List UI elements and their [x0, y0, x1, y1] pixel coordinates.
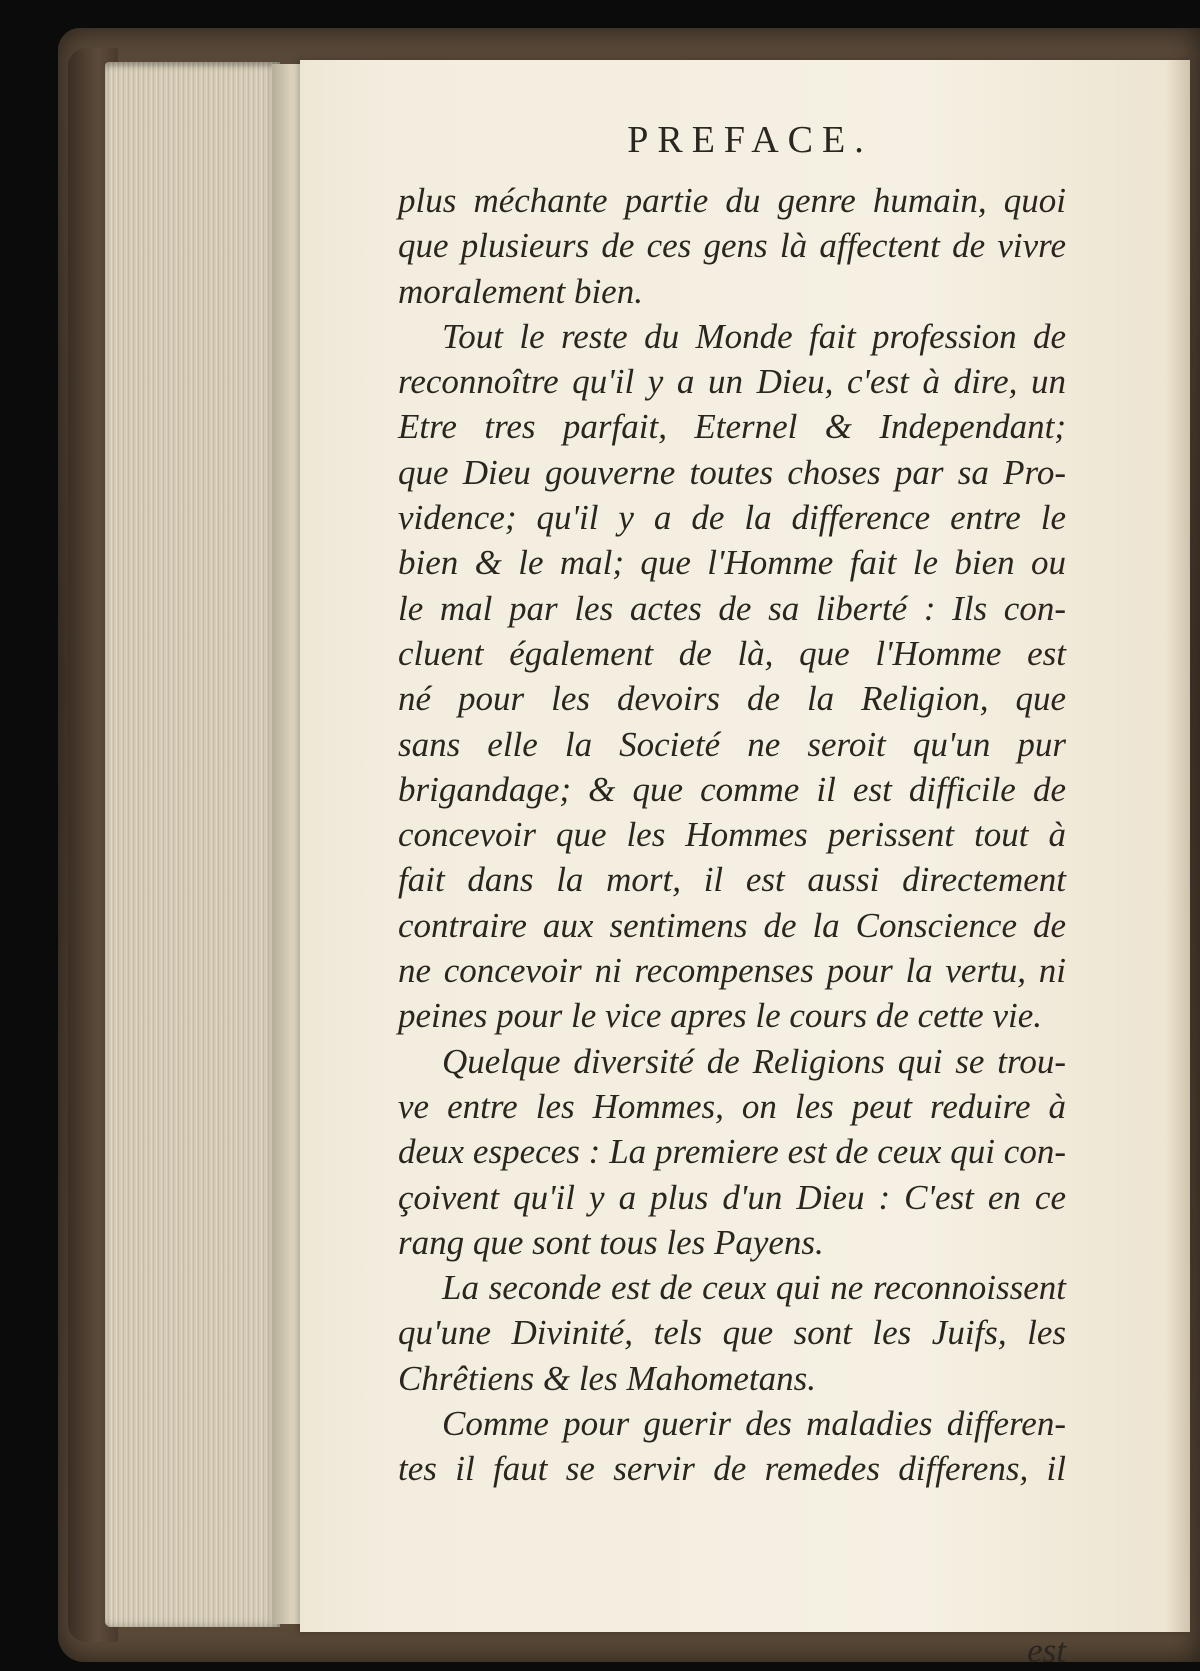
text-line: que Dieu gouverne toutes choses par sa Pro- [398, 452, 1066, 492]
text-line: bien & le mal; que l'Homme fait le bien ou [398, 543, 1066, 583]
text-line: Quelque diversité de Religions qui se trou- [442, 1041, 1066, 1081]
text-line: reconnoître qu'il y a un Dieu, c'est à dire, un [398, 362, 1066, 402]
text-line: qu'une Divinité, tels que sont les Juifs, les [398, 1313, 1066, 1353]
text-line: vidence; qu'il y a de la difference entre le [398, 498, 1066, 538]
text-line: Comme pour guerir des maladies differen- [442, 1404, 1066, 1444]
page-fold-shadow [1166, 60, 1190, 1632]
text-line: Tout le reste du Monde fait profession de [442, 316, 1066, 356]
text-line: rang que sont tous les Payens. [398, 1222, 824, 1262]
text-line: deux especes : La premiere est de ceux qui con- [398, 1132, 1066, 1172]
page-block-edges [105, 62, 280, 1627]
page-text [398, 178, 1066, 1492]
text-line: çoivent qu'il y a plus d'un Dieu : C'est en ce [398, 1177, 1066, 1217]
text-line: concevoir que les Hommes perissent tout à [398, 815, 1066, 855]
text-line: que plusieurs de ces gens là affectent de vivre [398, 226, 1066, 266]
running-head: PREFACE. [627, 119, 873, 161]
text-line: contraire aux sentimens de la Conscience de [398, 905, 1066, 945]
text-line: ne concevoir ni recompenses pour la vertu, ni [398, 951, 1066, 991]
text-line: peines pour le vice apres le cours de cette vie. [398, 996, 1043, 1036]
text-line: né pour les devoirs de la Religion, que [398, 679, 1066, 719]
catchword: est [1027, 1631, 1066, 1670]
text-line: tes il faut se servir de remedes differens, il [398, 1449, 1066, 1489]
text-line: Etre tres parfait, Eternel & Independant; [398, 407, 1066, 447]
text-line: brigandage; & que comme il est difficile de [398, 769, 1066, 809]
text-line: fait dans la mort, il est aussi directement [398, 860, 1066, 900]
text-line: La seconde est de ceux qui ne reconnoissent [442, 1268, 1066, 1308]
text-line: le mal par les actes de sa liberté : Ils con- [398, 588, 1066, 628]
text-line: moralement bien. [398, 271, 643, 311]
book-page [300, 60, 1190, 1670]
text-line: sans elle la Societé ne seroit qu'un pur [398, 724, 1066, 764]
text-line: cluent également de là, que l'Homme est [398, 633, 1066, 673]
text-line: ve entre les Hommes, on les peut reduire à [398, 1086, 1066, 1126]
text-line: plus méchante partie du genre humain, quoi [398, 181, 1066, 220]
text-line: Chrêtiens & les Mahometans. [398, 1358, 817, 1398]
